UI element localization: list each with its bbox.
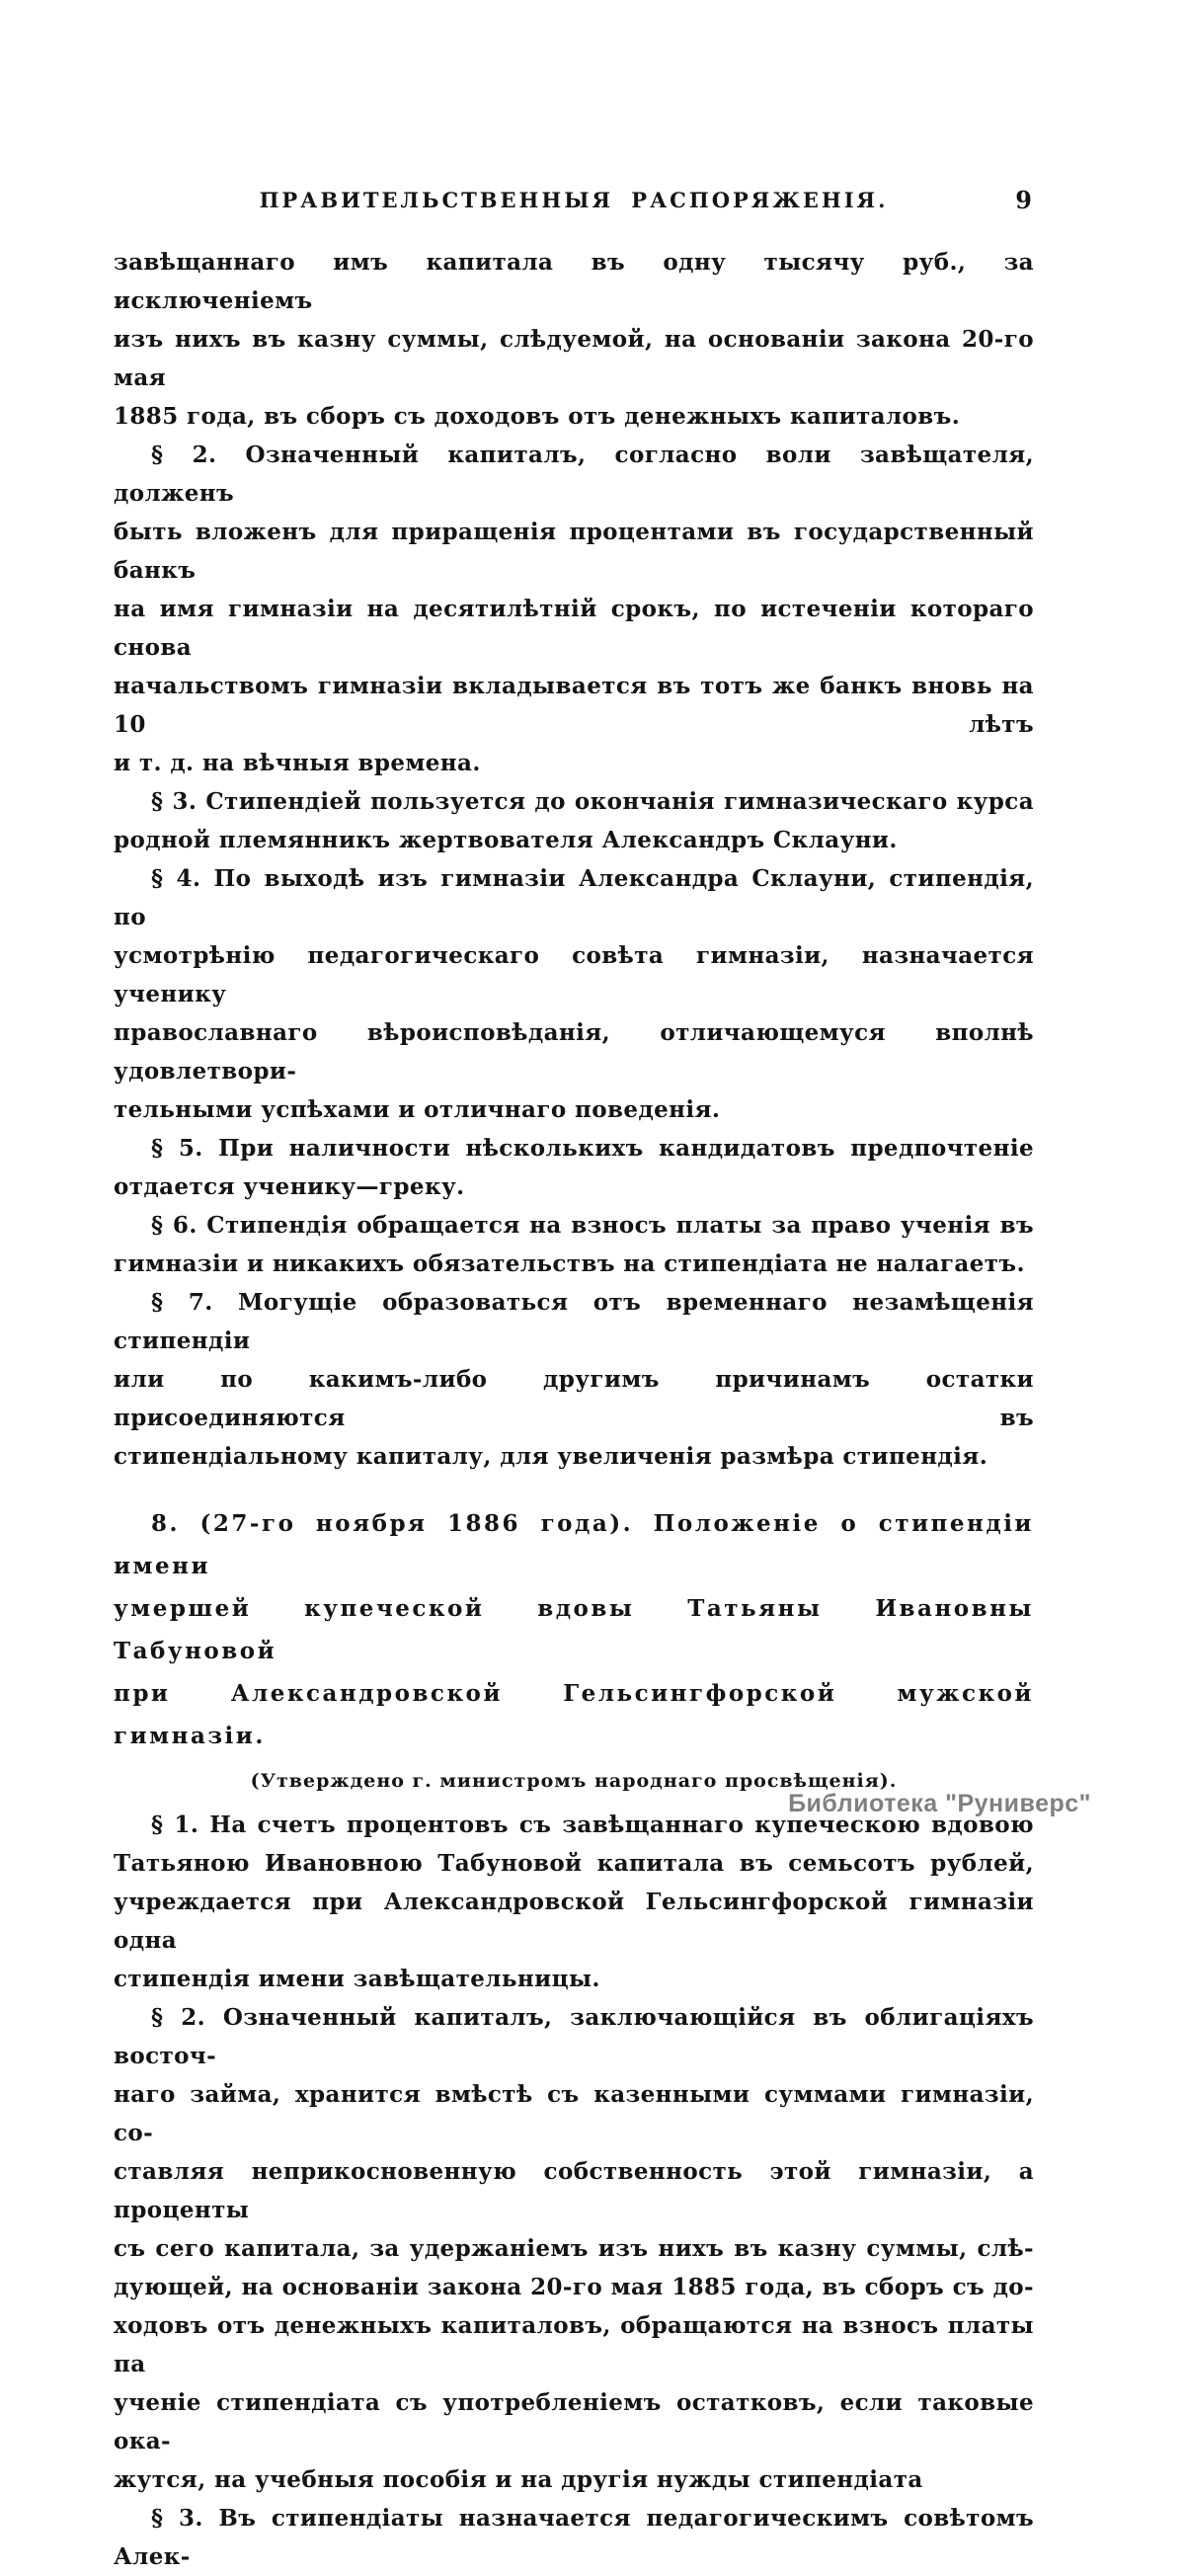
paragraph — [114, 436, 1034, 782]
text-line: Татьяною Ивановною Табуновой капитала въ семьсотъ рублей, — [114, 1850, 1034, 1877]
text-line: стипендіальному капиталу, для увеличенія размѣра стипендія. — [114, 1443, 988, 1470]
text-line: учреждается при Александровской Гельсингфорской гимназіи одна — [114, 1889, 1034, 1954]
text-line: быть вложенъ для приращенія процентами въ государственный банкъ — [114, 519, 1034, 584]
text-line: § 3. Стипендіей пользуется до окончанія гимназическаго курса — [151, 788, 1034, 815]
paragraph — [114, 1806, 1034, 1998]
text-line: ставляя неприкосновенную собственность этой гимназіи, а проценты — [114, 2158, 1034, 2223]
page-number: 9 — [1015, 186, 1032, 214]
paragraph — [114, 1283, 1034, 1476]
paragraph — [114, 782, 1034, 859]
text-line: § 3. Въ стипендіаты назначается педагогическимъ совѣтомъ Алек- — [114, 2505, 1034, 2570]
paragraph — [114, 1206, 1034, 1283]
text-line: § 6. Стипендія обращается на взносъ платы за право ученія въ — [151, 1212, 1034, 1239]
text-line: 8. (27-го ноября 1886 года). Положеніе о стипендіи имени — [114, 1510, 1034, 1579]
text-line: ходовъ отъ денежныхъ капиталовъ, обращаются на взносъ платы па — [114, 2312, 1034, 2377]
text-column — [114, 243, 1034, 2576]
text-line: православнаго вѣроисповѣданія, отличающемуся вполнѣ удовлетвори- — [114, 1019, 1034, 1085]
paragraph — [114, 859, 1034, 1129]
library-watermark: Библиотека "Руниверс" — [788, 1790, 1091, 1817]
text-line: родной племянникъ жертвователя Александръ Склауни. — [114, 827, 898, 853]
paragraph — [114, 1998, 1034, 2499]
text-line: § 2. Означенный капиталъ, согласно воли завѣщателя, долженъ — [114, 442, 1034, 507]
text-line: гимназіи и никакихъ обязательствъ на стипендіата не налагаетъ. — [114, 1250, 1025, 1277]
text-line: изъ нихъ въ казну суммы, слѣдуемой, на основаніи закона 20-го мая — [114, 326, 1034, 391]
text-line: стипендія имени завѣщательницы. — [114, 1966, 600, 1992]
text-line: при Александровской Гельсингфорской мужской гимназіи. — [114, 1680, 1034, 1749]
text-line: § 4. По выходѣ изъ гимназіи Александра Склауни, стипендія, по — [114, 865, 1034, 930]
text-line: 1885 года, въ сборъ съ доходовъ отъ денежныхъ капиталовъ. — [114, 403, 961, 430]
text-line: на имя гимназіи на десятилѣтній срокъ, по истеченіи котораго снова — [114, 596, 1034, 661]
text-line: и т. д. на вѣчныя времена. — [114, 750, 481, 776]
text-line: усмотрѣнію педагогическаго совѣта гимназіи, назначается ученику — [114, 942, 1034, 1007]
text-line: § 5. При наличности нѣсколькихъ кандидатовъ предпочтеніе — [151, 1135, 1034, 1162]
text-line: умершей купеческой вдовы Татьяны Ивановны Табуновой — [114, 1595, 1034, 1664]
text-line: отдается ученику—греку. — [114, 1173, 465, 1200]
text-line: § 1. На счетъ процентовъ съ завѣщаннаго купеческою вдовою — [151, 1811, 1034, 1838]
paragraph — [114, 1129, 1034, 1206]
running-header-title: ПРАВИТЕЛЬСТВЕННЫЯ РАСПОРЯЖЕНІЯ. — [259, 188, 889, 212]
text-line: начальствомъ гимназіи вкладывается въ тотъ же банкъ вновь на 10 лѣтъ — [114, 673, 1034, 738]
paragraph — [114, 2499, 1034, 2576]
text-line: жутся, на учебныя пособія и на другія нужды стипендіата — [114, 2466, 923, 2493]
paragraph — [114, 243, 1034, 436]
text-line: § 2. Означенный капиталъ, заключающійся въ облигаціяхъ восточ- — [114, 2004, 1034, 2069]
text-line: ученіе стипендіата съ употребленіемъ остатковъ, если таковые ока- — [114, 2389, 1034, 2455]
text-line: съ сего капитала, за удержаніемъ изъ нихъ въ казну суммы, слѣ- — [114, 2235, 1034, 2262]
text-line: (Утверждено г. министромъ народнаго просвѣщенія). — [250, 1770, 898, 1792]
text-line: наго займа, хранится вмѣстѣ съ казенными суммами гимназіи, со- — [114, 2081, 1034, 2146]
page-header — [114, 188, 1034, 221]
text-line: § 7. Могущіе образоваться отъ временнаго незамѣщенія стипендіи — [114, 1289, 1034, 1354]
text-line: дующей, на основаніи закона 20-го мая 1885 года, въ сборъ съ до- — [114, 2274, 1034, 2300]
text-line: или по какимъ-либо другимъ причинамъ остатки присоединяются въ — [114, 1366, 1034, 1431]
section-heading — [114, 1502, 1034, 1757]
text-line: завѣщаннаго имъ капитала въ одну тысячу руб., за исключеніемъ — [114, 249, 1034, 314]
text-line: тельными успѣхами и отличнаго поведенія. — [114, 1096, 721, 1123]
